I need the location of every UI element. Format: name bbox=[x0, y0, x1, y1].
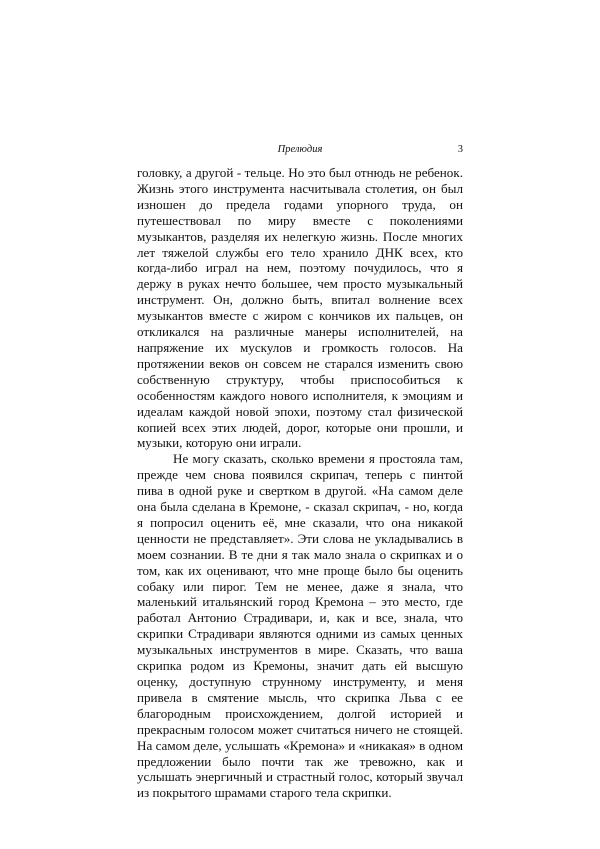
body-text bbox=[137, 165, 463, 801]
page-number: 3 bbox=[457, 144, 463, 155]
paragraph-1: головку, а другой - тельце. Но это был отнюдь не ребенок. Жизнь этого инструмента насчитывала столетия, он был изношен до предела годами упорного труда, он путешествовал по миру вместе с поколениями музыкантов, разделяя их нелегкую жизнь. После многих лет тяжелой службы его тело хранило ДНК всех, кто когда-либо играл на нем, поэтому почудилось, что я держу в руках нечто большее, чем просто музыкальный инструмент. Он, должно быть, впитал волнение всех музыкантов вместе с жиром с кончиков их пальцев, он откликался на различные манеры исполнителей, на напряжение их мускулов и громкость голосов. На протяжении веков он совсем не старался изменить свою собственную структуру, чтобы приспособиться к особенностям каждого нового исполнителя, к эмоциям и идеалам каждой новой эпохи, поэтому стал физической копией всех этих людей, дорог, которые они прошли, и музыки, которую они играли. bbox=[137, 165, 463, 451]
running-title: Прелюдия bbox=[277, 144, 323, 155]
paragraph-2: Не могу сказать, сколько времени я простояла там, прежде чем снова появился скрипач, теперь с пинтой пива в одной руке и свертком в другой. «На самом деле она была сделана в Кремоне, - сказал скрипач, - но, когда я попросил оценить её, мне сказали, что она никакой ценности не представляет». Эти слова не укладывались в моем сознании. В те дни я так мало знала о скрипках и о том, как их оценивают, что мне проще было бы оценить собаку или пирог. Тем не менее, даже я знала, что маленький итальянский город Кремона – это место, где работал Антонио Страдивари, и, как и все, знала, что скрипки Страдивари являются одними из самых ценных музыкальных инструментов в мире. Сказать, что ваша скрипка родом из Кремоны, значит дать ей высшую оценку, доступную струнному инструменту, и меня привела в смятение мысль, что скрипка Льва с ее благородным происхождением, долгой историей и прекрасным голосом может считаться ничего не стоящей. На самом деле, услышать «Кремона» и «никакая» в одном предложении было почти так же тревожно, как и услышать энергичный и страстный голос, который звучал из покрытого шрамами старого тела скрипки. bbox=[137, 451, 463, 801]
running-head bbox=[137, 143, 463, 157]
